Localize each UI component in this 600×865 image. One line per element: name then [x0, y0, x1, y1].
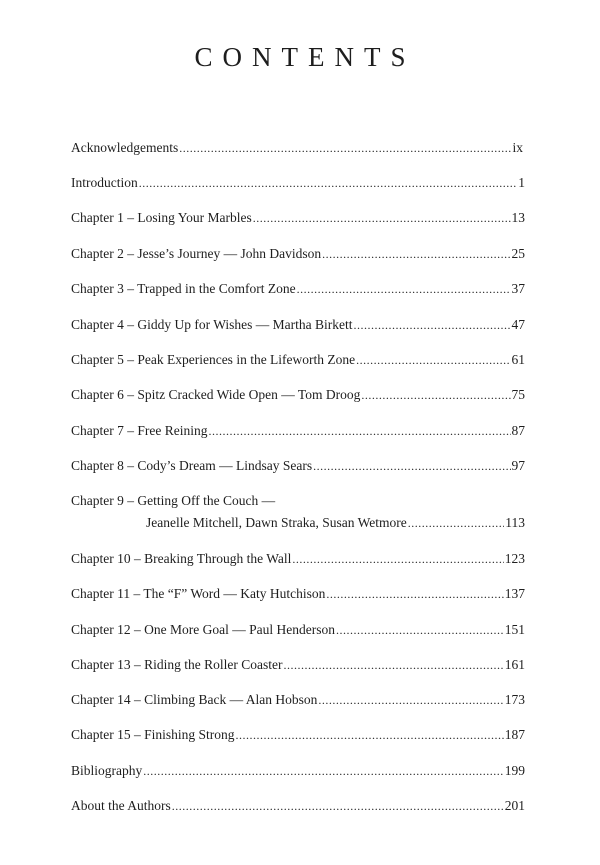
entry-page-number: 1 [518, 175, 525, 190]
dot-leader [253, 210, 511, 227]
entry-label: Chapter 14 – Climbing Back — Alan Hobson [71, 692, 318, 707]
toc-entry-chapter-12[interactable] [71, 621, 525, 639]
entry-label: Chapter 1 – Losing Your Marbles [71, 210, 252, 225]
entry-page-number: 161 [504, 657, 525, 672]
toc-entry-chapter-14[interactable] [71, 691, 525, 709]
entry-label: Acknowledgements [71, 140, 179, 155]
entry-label: Chapter 3 – Trapped in the Comfort Zone [71, 281, 296, 296]
entry-label: Introduction [71, 175, 138, 190]
entry-page-number: 47 [511, 317, 525, 332]
dot-leader [354, 317, 511, 334]
entry-label: Chapter 5 – Peak Experiences in the Lifeworth Zone [71, 352, 356, 367]
entry-label: Chapter 8 – Cody’s Dream — Lindsay Sears [71, 458, 313, 473]
dot-leader [322, 246, 510, 263]
toc-entry-chapter-1[interactable] [71, 209, 525, 227]
entry-label: Chapter 11 – The “F” Word — Katy Hutchison [71, 586, 326, 601]
entry-page-number: 123 [504, 551, 525, 566]
entry-label: Chapter 12 – One More Goal — Paul Henderson [71, 622, 335, 637]
dot-leader [326, 586, 503, 603]
entry-label: About the Authors [71, 798, 171, 813]
entry-page-number: 201 [504, 798, 525, 813]
entry-label-continued: Jeanelle Mitchell, Dawn Straka, Susan Wetmore [146, 515, 407, 530]
entry-page-number: 199 [504, 763, 525, 778]
entry-page-number: 187 [504, 727, 525, 742]
entry-label: Chapter 10 – Breaking Through the Wall [71, 551, 292, 566]
dot-leader [356, 352, 510, 369]
dot-leader [283, 657, 503, 674]
entry-page-number: 13 [511, 210, 525, 225]
dot-leader [139, 175, 518, 192]
entry-page-number: 151 [504, 622, 525, 637]
entry-label: Bibliography [71, 763, 143, 778]
dot-leader [236, 727, 504, 744]
toc-entry-chapter-4[interactable] [71, 316, 525, 334]
dot-leader [408, 515, 505, 532]
toc-entry-chapter-13[interactable] [71, 656, 525, 674]
entry-label: Chapter 7 – Free Reining [71, 423, 208, 438]
entry-label: Chapter 13 – Riding the Roller Coaster [71, 657, 283, 672]
entry-page-number: 173 [504, 692, 525, 707]
toc-entry-bibliography[interactable] [71, 762, 525, 780]
toc-entry-chapter-2[interactable] [71, 245, 525, 263]
entry-page-number: 97 [511, 458, 525, 473]
dot-leader [143, 763, 504, 780]
entry-page-number: 137 [504, 586, 525, 601]
toc-entry-chapter-15[interactable] [71, 726, 525, 744]
dot-leader [179, 140, 511, 157]
dot-leader [361, 387, 510, 404]
dot-leader [172, 798, 504, 815]
toc-entry-chapter-10[interactable] [71, 550, 525, 568]
dot-leader [208, 423, 510, 440]
toc-entry-chapter-6[interactable] [71, 386, 525, 404]
page-title: CONTENTS [194, 42, 416, 72]
entry-label: Chapter 2 – Jesse’s Journey — John Davidson [71, 246, 322, 261]
toc-entry-chapter-3[interactable] [71, 280, 525, 298]
dot-leader [313, 458, 510, 475]
toc-entry-chapter-8[interactable] [71, 457, 525, 475]
entry-label: Chapter 9 – Getting Off the Couch — [71, 493, 276, 508]
toc-entry-introduction[interactable] [71, 174, 525, 192]
entry-page-number: 87 [511, 423, 525, 438]
entry-page-number: 61 [511, 352, 525, 367]
entry-label: Chapter 15 – Finishing Strong [71, 727, 235, 742]
toc-entry-chapter-11[interactable] [71, 585, 525, 603]
entry-label: Chapter 4 – Giddy Up for Wishes — Martha Birkett [71, 317, 353, 332]
entry-page-number: ix [512, 140, 523, 155]
toc-entry-chapter-7[interactable] [71, 422, 525, 440]
dot-leader [318, 692, 503, 709]
entry-page-number: 37 [511, 281, 525, 296]
entry-page-number: 25 [511, 246, 525, 261]
dot-leader [292, 551, 503, 568]
toc-entry-acknowledgements[interactable] [71, 139, 523, 157]
toc-entry-chapter-5[interactable] [71, 351, 525, 369]
entry-page-number: 113 [505, 515, 525, 530]
dot-leader [297, 281, 511, 298]
entry-page-number: 75 [511, 387, 525, 402]
toc-entry-about-the-authors[interactable] [71, 797, 525, 815]
entry-label: Chapter 6 – Spitz Cracked Wide Open — Tom Droog [71, 387, 361, 402]
toc-entry-chapter-9[interactable] [71, 492, 525, 532]
dot-leader [336, 622, 504, 639]
